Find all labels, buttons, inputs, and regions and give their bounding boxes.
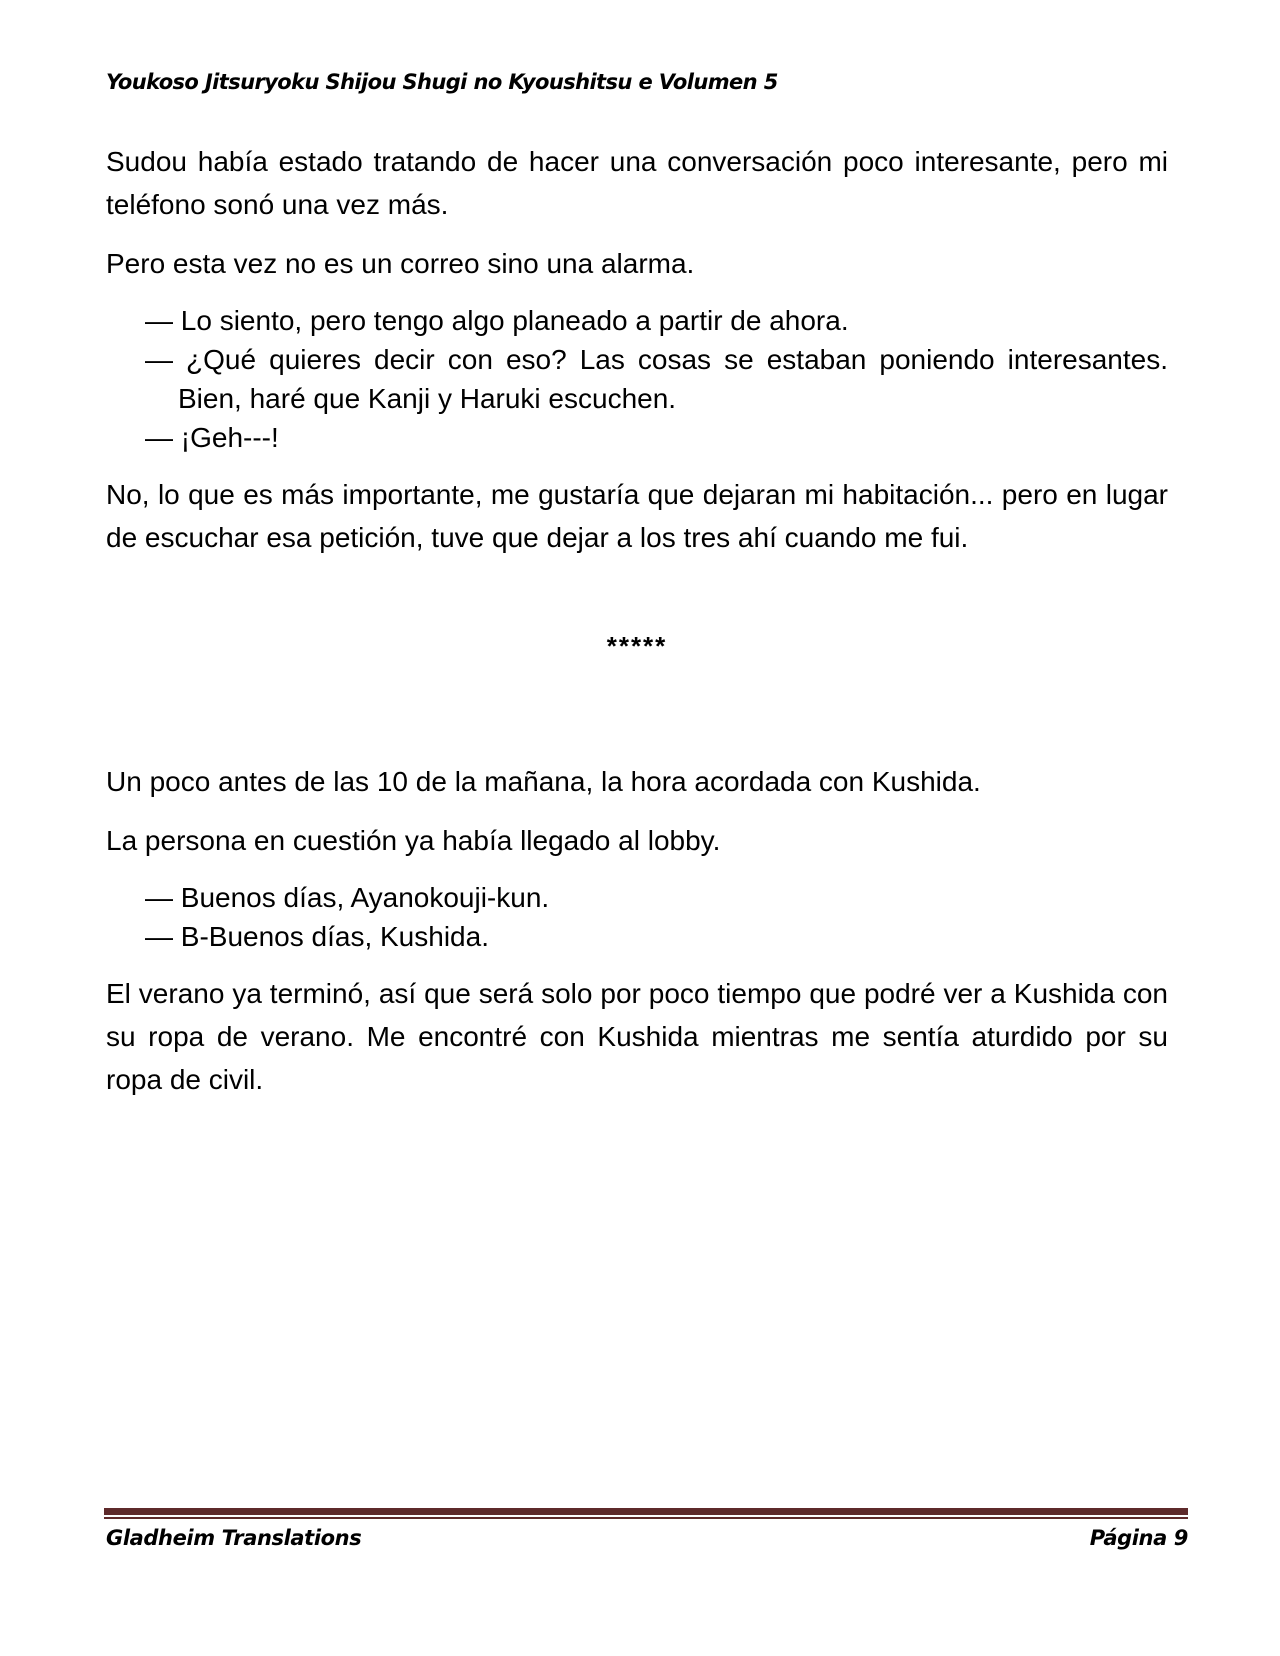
footer-translator-credit: Gladheim Translations bbox=[106, 1526, 362, 1550]
footer-rule-thin-line bbox=[104, 1517, 1188, 1519]
paragraph: El verano ya terminó, así que será solo por poco tiempo que podré ver a Kushida con su ropa de verano. Me encontré con Kushida mientras me sentía aturdido por su ropa de civil. bbox=[106, 978, 1168, 1095]
paragraph: La persona en cuestión ya había llegado al lobby. bbox=[106, 825, 721, 856]
paragraph: Sudou había estado tratando de hacer una conversación poco interesante, pero mi teléfono sonó una vez más. bbox=[106, 146, 1168, 220]
dialogue-line: — B-Buenos días, Kushida. bbox=[145, 921, 489, 952]
footer-page-number: Página 9 bbox=[1089, 1526, 1188, 1550]
paragraph: Pero esta vez no es un correo sino una alarma. bbox=[106, 248, 695, 279]
paragraph: No, lo que es más importante, me gustaría que dejaran mi habitación... pero en lugar de escuchar esa petición, tuve que dejar a los tres ahí cuando me fui. bbox=[106, 479, 1168, 553]
document-body bbox=[106, 140, 1168, 1117]
dialogue-line: — Lo siento, pero tengo algo planeado a partir de ahora. bbox=[145, 305, 849, 336]
dialogue-block bbox=[106, 878, 1168, 956]
footer bbox=[106, 1526, 1188, 1550]
paragraph: Un poco antes de las 10 de la mañana, la hora acordada con Kushida. bbox=[106, 766, 981, 797]
dialogue-line: — Buenos días, Ayanokouji-kun. bbox=[145, 882, 550, 913]
dialogue-line: — ¡Geh---! bbox=[145, 422, 279, 453]
header-title: Youkoso Jitsuryoku Shijou Shugi no Kyoushitsu e Volumen 5 bbox=[106, 70, 778, 94]
footer-rule bbox=[104, 1508, 1188, 1519]
dialogue-block bbox=[106, 301, 1168, 457]
footer-rule-thick-line bbox=[104, 1508, 1188, 1515]
section-divider: ***** bbox=[606, 631, 668, 661]
dialogue-line: — ¿Qué quieres decir con eso? Las cosas se estaban poniendo interesantes. Bien, haré que Kanji y Haruki escuchen. bbox=[145, 344, 1168, 414]
